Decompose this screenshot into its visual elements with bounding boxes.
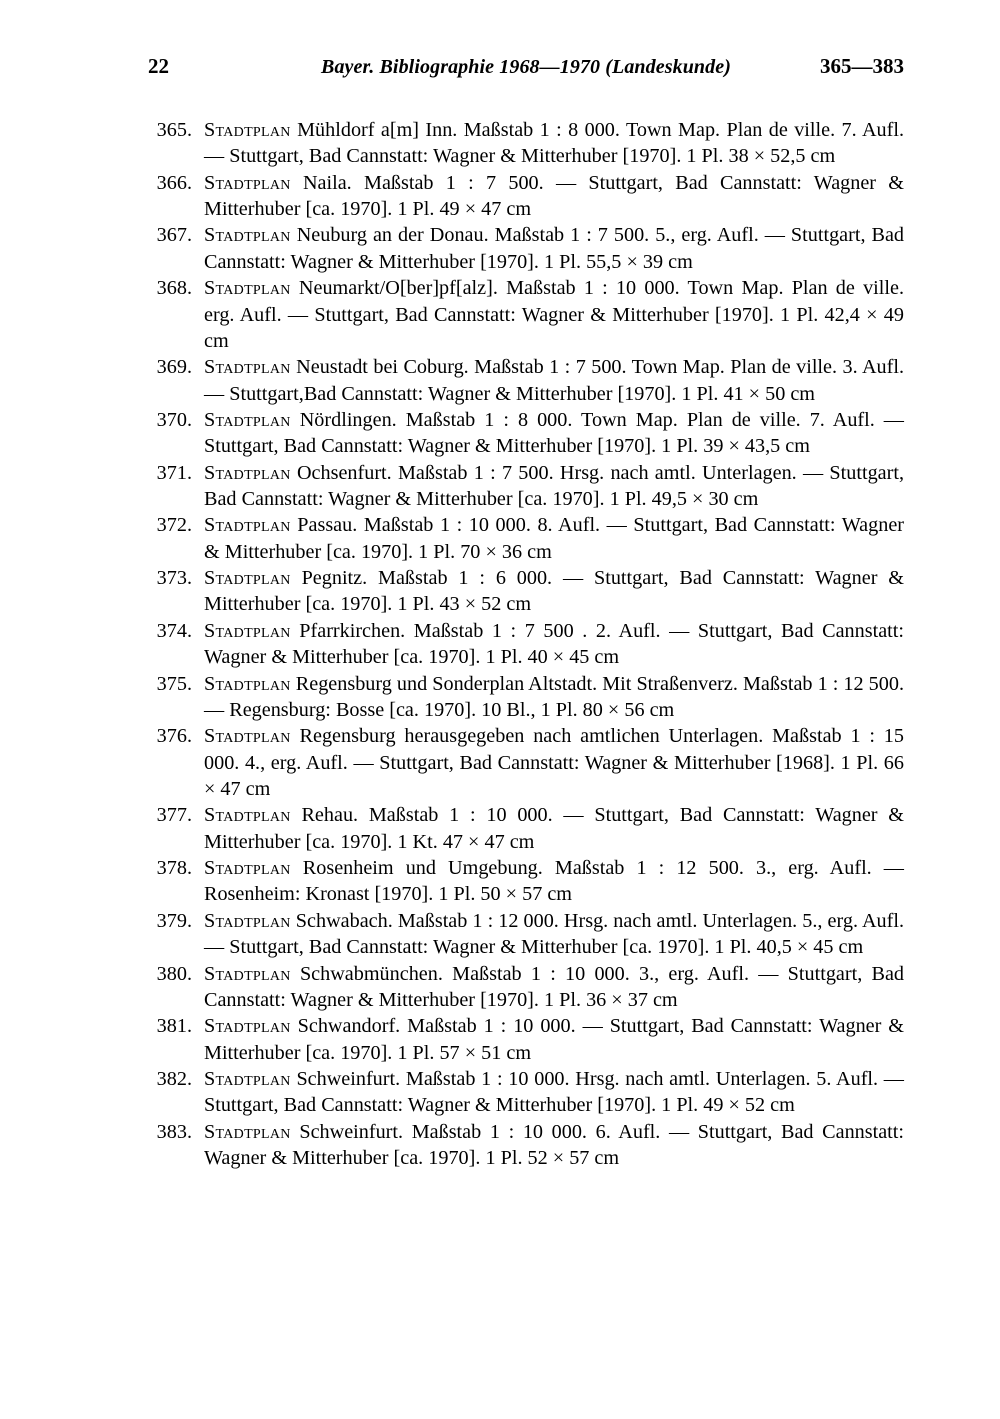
entry-range: 365—383	[820, 54, 904, 78]
entry-keyword: Stadtplan	[204, 962, 291, 985]
entry-text	[204, 908, 904, 961]
entry-number: 372.	[156, 514, 192, 537]
entry-body: Schwabach. Maßstab 1 : 12 000. Hrsg. nach amtl. Unterlagen. 5., erg. Aufl. — Stuttgart, Bad Cannstatt: Wagner & Mitterhuber [ca. 1970]. 1 Pl. 40,5 × 45 cm	[204, 909, 905, 959]
entry-number: 371.	[156, 461, 192, 484]
entry-body: Regensburg und Sonderplan Altstadt. Mit Straßenverz. Maßstab 1 : 12 500. — Regensburg: Bosse [ca. 1970]. 10 Bl., 1 Pl. 80 × 56 cm	[204, 672, 905, 721]
entry-number: 370.	[156, 408, 192, 431]
entry-body: Schwabmünchen. Maßstab 1 : 10 000. 3., erg. Aufl. — Stuttgart, Bad Cannstatt: Wagner & Mitterhuber [1970]. 1 Pl. 36 × 37 cm	[204, 962, 904, 1011]
entry-body: Schweinfurt. Maßstab 1 : 10 000. Hrsg. nach amtl. Unterlagen. 5. Aufl. — Stuttgart, Bad Cannstatt: Wagner & Mitterhuber [1970]. 1 Pl. 49 × 52 cm	[204, 1067, 904, 1117]
entry-body: Nördlingen. Maßstab 1 : 8 000. Town Map. Plan de ville. 7. Aufl. — Stuttgart, Bad Cannstatt: Wagner & Mitterhuber [1970]. 1 Pl. 39 × 43,5 cm	[204, 408, 904, 458]
entry-body: Regensburg herausgegeben nach amtlichen Unterlagen. Maßstab 1 : 15 000. 4., erg. Aufl. — Stuttgart, Bad Cannstatt: Wagner & Mitterhuber [1968]. 1 Pl. 66 × 47 cm	[204, 725, 904, 800]
entry-text	[204, 1066, 904, 1119]
entry-keyword: Stadtplan	[204, 1015, 291, 1038]
entry-keyword: Stadtplan	[204, 725, 291, 748]
bibliography-entry	[148, 222, 904, 275]
bibliography-entry	[148, 1119, 904, 1172]
entry-number: 382.	[156, 1067, 192, 1090]
entry-keyword: Stadtplan	[204, 672, 291, 695]
entry-keyword: Stadtplan	[204, 567, 291, 590]
bibliography-entry	[148, 1066, 904, 1119]
entry-keyword: Stadtplan	[204, 461, 291, 484]
entry-keyword: Stadtplan	[204, 1067, 291, 1090]
entry-number: 369.	[156, 356, 192, 379]
bibliography-entry	[148, 565, 904, 618]
entry-body: Rehau. Maßstab 1 : 10 000. — Stuttgart, Bad Cannstatt: Wagner & Mitterhuber [ca. 1970]. 1 Kt. 47 × 47 cm	[204, 804, 904, 853]
bibliography-entry	[148, 512, 904, 565]
entry-text	[204, 618, 904, 671]
entry-number: 375.	[156, 672, 192, 695]
entry-body: Rosenheim und Umgebung. Maßstab 1 : 12 500. 3., erg. Aufl. — Rosenheim: Kronast [1970]. 1 Pl. 50 × 57 cm	[204, 857, 904, 906]
entry-keyword: Stadtplan	[204, 1120, 291, 1143]
bibliography-entry	[148, 961, 904, 1014]
entry-text	[204, 723, 904, 802]
entry-keyword: Stadtplan	[204, 277, 291, 300]
entry-text	[204, 671, 904, 724]
entry-body: Neuburg an der Donau. Maßstab 1 : 7 500. 5., erg. Aufl. — Stuttgart, Bad Cannstatt: Wagner & Mitterhuber [1970]. 1 Pl. 55,5 × 39 cm	[204, 224, 905, 273]
entry-text	[204, 407, 904, 460]
entry-keyword: Stadtplan	[204, 408, 291, 431]
entry-body: Schweinfurt. Maßstab 1 : 10 000. 6. Aufl. — Stuttgart, Bad Cannstatt: Wagner & Mitterhuber [ca. 1970]. 1 Pl. 52 × 57 cm	[204, 1120, 905, 1170]
bibliography-entry	[148, 908, 904, 961]
entry-text	[204, 512, 904, 565]
entry-text	[204, 170, 904, 223]
entry-text	[204, 855, 904, 908]
bibliography-entry	[148, 117, 904, 170]
entry-number: 376.	[156, 725, 192, 748]
bibliography-entry	[148, 170, 904, 223]
entry-text	[204, 1119, 904, 1172]
entry-number: 380.	[156, 962, 192, 985]
entry-keyword: Stadtplan	[204, 119, 291, 141]
entry-keyword: Stadtplan	[204, 171, 291, 194]
entry-number: 379.	[156, 909, 192, 932]
entry-text	[204, 565, 904, 618]
bibliography-entry	[148, 460, 904, 513]
entry-body: Neustadt bei Coburg. Maßstab 1 : 7 500. Town Map. Plan de ville. 3. Aufl. — Stuttgart,Bad Cannstatt: Wagner & Mitterhuber [1970]. 1 Pl. 41 × 50 cm	[204, 356, 905, 405]
bibliography-entry	[148, 618, 904, 671]
entry-number: 374.	[156, 619, 192, 642]
entry-number: 378.	[156, 857, 192, 880]
entry-number: 373.	[156, 567, 192, 590]
entry-number: 368.	[156, 277, 192, 300]
page-number: 22	[148, 54, 169, 78]
entry-text	[204, 460, 904, 513]
entry-text	[204, 222, 904, 275]
entry-number: 377.	[156, 804, 192, 827]
entry-body: Pfarrkirchen. Maßstab 1 : 7 500 . 2. Aufl. — Stuttgart, Bad Cannstatt: Wagner & Mitterhuber [ca. 1970]. 1 Pl. 40 × 45 cm	[204, 619, 904, 669]
bibliography-entry	[148, 1013, 904, 1066]
entry-keyword: Stadtplan	[204, 514, 291, 537]
entry-text	[204, 117, 904, 170]
entry-body: Mühldorf a[m] Inn. Maßstab 1 : 8 000. Town Map. Plan de ville. 7. Aufl. — Stuttgart, Bad Cannstatt: Wagner & Mitterhuber [1970]. 1 Pl. 38 × 52,5 cm	[204, 119, 905, 168]
entry-body: Naila. Maßstab 1 : 7 500. — Stuttgart, Bad Cannstatt: Wagner & Mitterhuber [ca. 1970]. 1 Pl. 49 × 47 cm	[204, 171, 904, 221]
entry-text	[204, 275, 904, 354]
bibliography-entry-list	[148, 117, 904, 1171]
entry-body: Schwandorf. Maßstab 1 : 10 000. — Stuttgart, Bad Cannstatt: Wagner & Mitterhuber [ca. 1970]. 1 Pl. 57 × 51 cm	[204, 1015, 904, 1064]
bibliography-entry	[148, 354, 904, 407]
entry-number: 383.	[156, 1120, 192, 1143]
entry-body: Passau. Maßstab 1 : 10 000. 8. Aufl. — Stuttgart, Bad Cannstatt: Wagner & Mitterhuber [ca. 1970]. 1 Pl. 70 × 36 cm	[204, 514, 905, 563]
entry-keyword: Stadtplan	[204, 857, 291, 880]
bibliography-entry	[148, 671, 904, 724]
bibliography-entry	[148, 723, 904, 802]
bibliography-entry	[148, 855, 904, 908]
entry-number: 366.	[156, 171, 192, 194]
running-title: Bayer. Bibliographie 1968—1970 (Landeskunde)	[321, 56, 731, 78]
entry-number: 367.	[156, 224, 192, 247]
entry-number: 365.	[156, 119, 192, 141]
bibliography-entry	[148, 275, 904, 354]
entry-text	[204, 802, 904, 855]
entry-body: Ochsenfurt. Maßstab 1 : 7 500. Hrsg. nach amtl. Unterlagen. — Stuttgart, Bad Cannstatt: Wagner & Mitterhuber [ca. 1970]. 1 Pl. 49,5 × 30 cm	[204, 461, 905, 511]
entry-keyword: Stadtplan	[204, 619, 291, 642]
entry-text	[204, 1013, 904, 1066]
entry-keyword: Stadtplan	[204, 804, 291, 827]
bibliography-entry	[148, 407, 904, 460]
entry-keyword: Stadtplan	[204, 356, 291, 379]
page-header	[148, 54, 904, 79]
entry-keyword: Stadtplan	[204, 224, 291, 247]
entry-body: Neumarkt/O[ber]pf[alz]. Maßstab 1 : 10 000. Town Map. Plan de ville. erg. Aufl. — Stuttgart, Bad Cannstatt: Wagner & Mitterhuber [1970]. 1 Pl. 42,4 × 49 cm	[204, 277, 905, 352]
entry-text	[204, 354, 904, 407]
entry-number: 381.	[156, 1015, 192, 1038]
entry-text	[204, 961, 904, 1014]
entry-body: Pegnitz. Maßstab 1 : 6 000. — Stuttgart, Bad Cannstatt: Wagner & Mitterhuber [ca. 1970]. 1 Pl. 43 × 52 cm	[204, 567, 904, 616]
entry-keyword: Stadtplan	[204, 909, 291, 932]
bibliography-entry	[148, 802, 904, 855]
